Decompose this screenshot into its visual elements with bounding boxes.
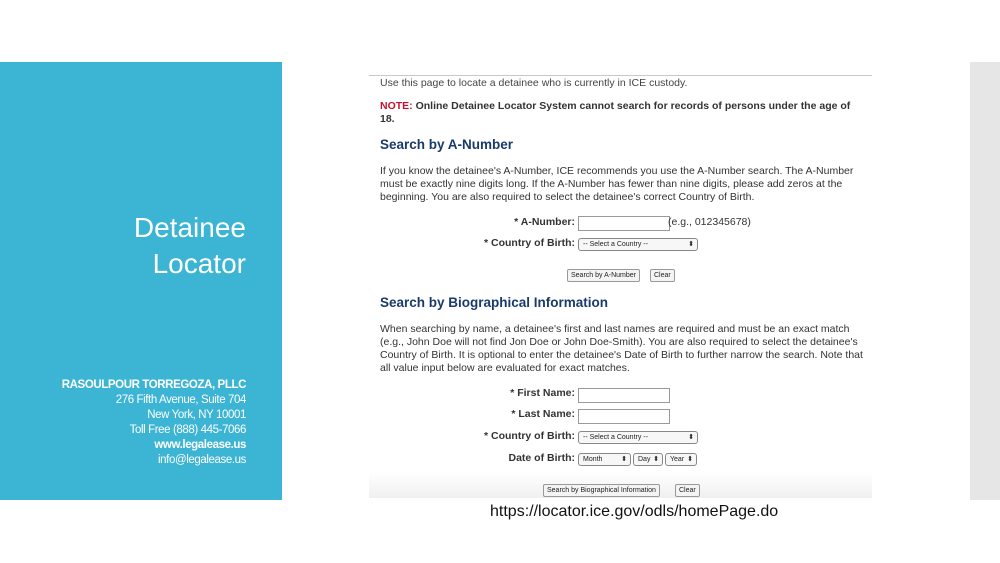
updown-arrow-icon: ⬍ <box>653 456 659 463</box>
title-panel <box>0 62 282 500</box>
updown-arrow-icon: ⬍ <box>687 456 693 463</box>
first-name-input[interactable] <box>578 388 670 403</box>
firm-name: RASOULPOUR TORREGOZA, PLLC <box>61 379 246 391</box>
note-label: NOTE: <box>380 100 413 112</box>
anumber-country-label: * Country of Birth: <box>484 237 575 249</box>
firm-website: www.legalease.us <box>154 439 246 451</box>
bio-clear-button[interactable]: Clear <box>675 484 700 497</box>
dob-day-value: Day <box>638 456 651 463</box>
dob-year-value: Year <box>670 456 685 463</box>
bio-country-select[interactable] <box>578 431 698 444</box>
note-text: Online Detainee Locator System cannot search for records of persons under the age of 18. <box>380 100 851 125</box>
updown-arrow-icon: ⬍ <box>688 434 694 441</box>
decorative-bar <box>970 62 1000 500</box>
updown-arrow-icon: ⬍ <box>688 241 694 248</box>
dob-month-select[interactable] <box>578 453 631 466</box>
bio-country-value: -- Select a Country -- <box>583 434 648 441</box>
updown-arrow-icon: ⬍ <box>621 456 627 463</box>
age-note <box>380 100 860 126</box>
source-url: https://locator.ice.gov/odls/homePage.do <box>490 503 779 520</box>
slide-title-line1: Detainee <box>133 212 246 243</box>
last-name-label: * Last Name: <box>511 408 575 420</box>
anumber-heading: Search by A-Number <box>380 137 514 152</box>
search-by-bio-button[interactable]: Search by Biographical Information <box>543 484 660 497</box>
firm-address-line1: 276 Fifth Avenue, Suite 704 <box>115 394 246 406</box>
firm-phone: Toll Free (888) 445-7066 <box>129 424 246 436</box>
slide-title <box>134 210 246 282</box>
bio-description: When searching by name, a detainee's first and last names are required and must be an exact match (e.g., John Doe will not find Jon Doe or John Doe-Smith). You are also required to select the detainee's Country of Birth. It is optional to enter the detainee's Date of Birth to further narrow the search. Note that all value input below are evaluated for exact matches. <box>380 323 863 374</box>
firm-address-line2: New York, NY 10001 <box>147 409 246 421</box>
anumber-description: If you know the detainee's A-Number, ICE recommends you use the A-Number search. The A-Number must be exactly nine digits long. If the A-Number has fewer than nine digits, please add zeros at the beginning. You are also required to select the detainee's correct Country of Birth. <box>380 165 854 203</box>
last-name-input[interactable] <box>578 409 670 424</box>
bio-heading: Search by Biographical Information <box>380 295 609 310</box>
intro-text: Use this page to locate a detainee who is currently in ICE custody. <box>380 77 688 89</box>
search-by-anumber-button[interactable]: Search by A-Number <box>567 269 640 282</box>
dob-year-select[interactable] <box>665 453 697 466</box>
ice-locator-screenshot <box>369 75 872 498</box>
anumber-country-value: -- Select a Country -- <box>583 241 648 248</box>
bio-country-label: * Country of Birth: <box>484 430 575 442</box>
top-divider <box>369 75 872 76</box>
dob-label: Date of Birth: <box>508 452 575 464</box>
slide-title-line2: Locator <box>152 248 246 279</box>
firm-email: info@legalease.us <box>158 454 246 466</box>
anumber-country-select[interactable] <box>578 238 698 251</box>
anumber-clear-button[interactable]: Clear <box>650 269 675 282</box>
first-name-label: * First Name: <box>510 387 575 399</box>
dob-month-value: Month <box>583 456 603 463</box>
firm-contact <box>62 378 246 468</box>
anumber-input[interactable] <box>578 216 670 231</box>
anumber-example: (e.g., 012345678) <box>668 216 751 228</box>
anumber-label: * A-Number: <box>514 216 575 228</box>
dob-day-select[interactable] <box>633 453 663 466</box>
